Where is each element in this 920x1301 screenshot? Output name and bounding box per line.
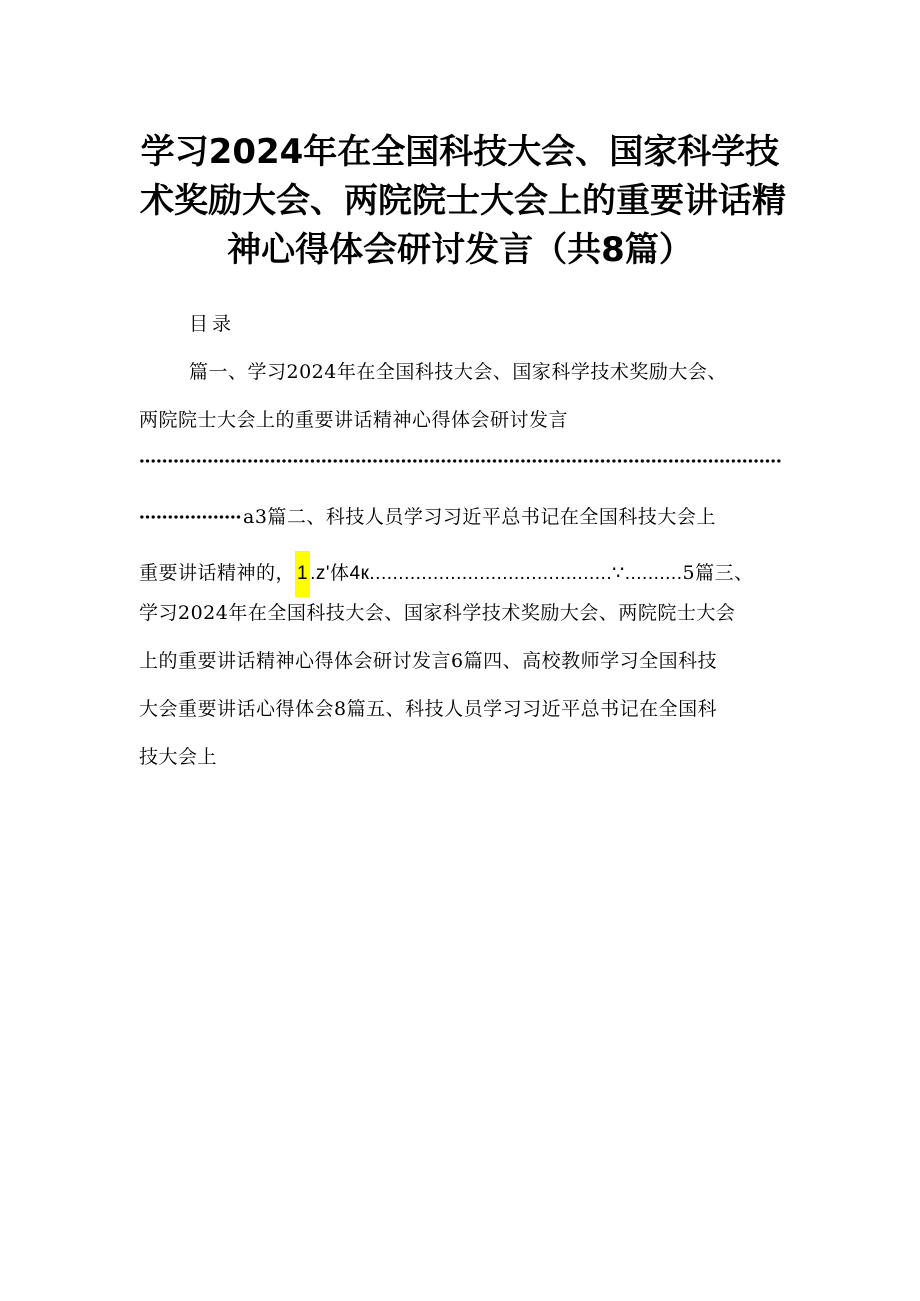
toc-entry-2-line-2 bbox=[139, 551, 754, 597]
toc-entry-3-start: 5篇三、 bbox=[682, 562, 754, 584]
toc-line-8: 大会重要讲话心得体会8篇五、科技人员学习习近平总书记在全国科 bbox=[139, 698, 718, 720]
stray-mark: ∵ bbox=[612, 563, 625, 584]
toc-heading: 目录 bbox=[189, 313, 236, 335]
toc-entry-2-text: 重要讲话精神的， bbox=[139, 562, 296, 584]
toc-line-6: 学习2024年在全国科技大会、国家科学技术奖励大会、两院院士大会 bbox=[139, 602, 736, 624]
toc-entry-1-line-2: 两院院士大会上的重要讲话精神心得体会研讨发言 bbox=[139, 409, 569, 431]
toc-leader-dots-inline-2: .......... bbox=[624, 563, 683, 584]
toc-entry-2-line-1: a3篇二、科技人员学习习近平总书记在全国科技大会上 bbox=[243, 506, 716, 528]
title-line-2: 术奖励大会、两院院士大会上的重要讲话精 bbox=[140, 181, 786, 221]
title-line-3: 神心得体会研讨发言（共8篇） bbox=[227, 230, 693, 270]
toc-leader-dots-short bbox=[139, 510, 241, 524]
garbled-text: .z'体4к bbox=[310, 563, 370, 584]
highlighted-text: 1 bbox=[295, 551, 310, 597]
toc-leader-dots-inline: .......................................... bbox=[369, 563, 613, 584]
toc-line-9: 技大会上 bbox=[139, 746, 218, 768]
toc-leader-dots bbox=[139, 454, 781, 468]
toc-line-7: 上的重要讲话精神心得体会研讨发言6篇四、高校教师学习全国科技 bbox=[139, 650, 718, 672]
document-title bbox=[140, 128, 786, 275]
toc-entry-1-line-1: 篇一、学习2024年在全国科技大会、国家科学技术奖励大会、 bbox=[189, 361, 727, 383]
title-line-1: 学习2024年在全国科技大会、国家科学技 bbox=[140, 132, 780, 172]
